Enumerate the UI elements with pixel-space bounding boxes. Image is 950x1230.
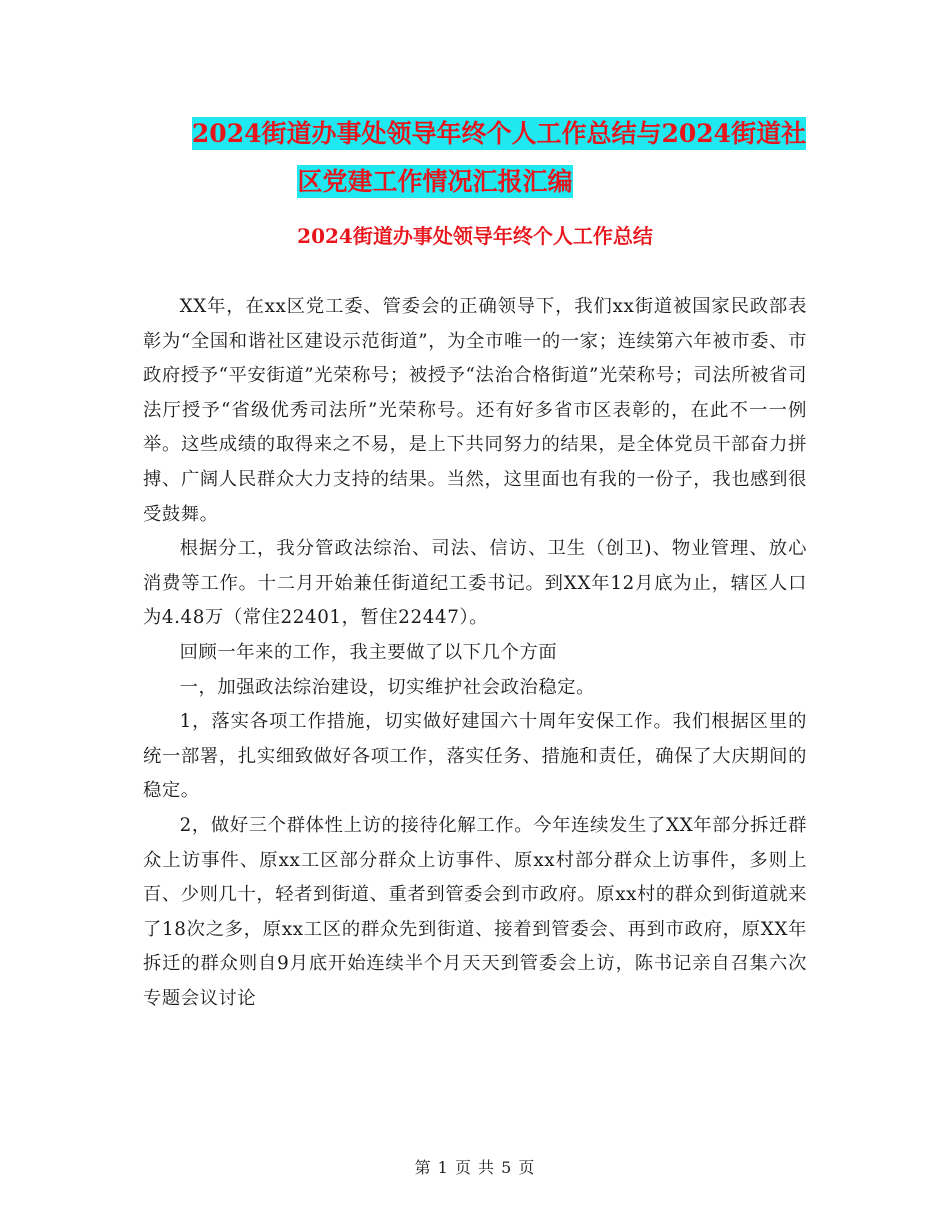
paragraph: 根据分工，我分管政法综治、司法、信访、卫生（创卫)、物业管理、放心消费等工作。十二月开始兼任街道纪工委书记。到XX年12月底为止，辖区人口为4.48万（常住22401，暂住22447）。 [143, 538, 807, 629]
paragraph: XX年，在xx区党工委、管委会的正确领导下，我们xx街道被国家民政部表彰为“全国和谐社区建设示范街道”，为全市唯一的一家；连续第六年被市委、市政府授予“平安街道”光荣称号；被授予“法治合格街道”光荣称号；司法所被省司法厅授予“省级优秀司法所”光荣称号。还有好多省市区表彰的，在此不一一例举。这些成绩的取得来之不易，是上下共同努力的结果，是全体党员干部奋力拼搏、广阔人民群众大力支持的结果。当然，这里面也有我的一份子，我也感到很受鼓舞。 [143, 296, 807, 525]
paragraph: 2，做好三个群体性上访的接待化解工作。今年连续发生了XX年部分拆迁群众上访事件、原xx工区部分群众上访事件、原xx村部分群众上访事件，多则上百、少则几十，轻者到街道、重者到管委会到市政府。原xx村的群众到街道就来了18次之多，原xx工区的群众先到街道、接着到管委会、再到市政府，原XX年拆迁的群众则自9月底开始连续半个月天天到管委会上访，陈书记亲自召集六次专题会议讨论 [143, 814, 807, 1009]
title-line-1: 2024街道办事处领导年终个人工作总结与2024街道社 [191, 119, 807, 148]
title-line-2: 区党建工作情况汇报汇编 [297, 167, 573, 196]
document-title [0, 110, 950, 206]
document-body [143, 290, 807, 1016]
section-title: 2024街道办事处领导年终个人工作总结 [297, 224, 653, 248]
paragraph: 回顾一年来的工作，我主要做了以下几个方面 [179, 641, 558, 663]
paragraph: 一，加强政法综治建设，切实维护社会政治稳定。 [179, 676, 595, 698]
page-footer: 第 1 页 共 5 页 [414, 1158, 536, 1177]
paragraph: 1，落实各项工作措施，切实做好建国六十周年安保工作。我们根据区里的统一部署，扎实细致做好各项工作，落实任务、措施和责任，确保了大庆期间的稳定。 [143, 711, 807, 802]
